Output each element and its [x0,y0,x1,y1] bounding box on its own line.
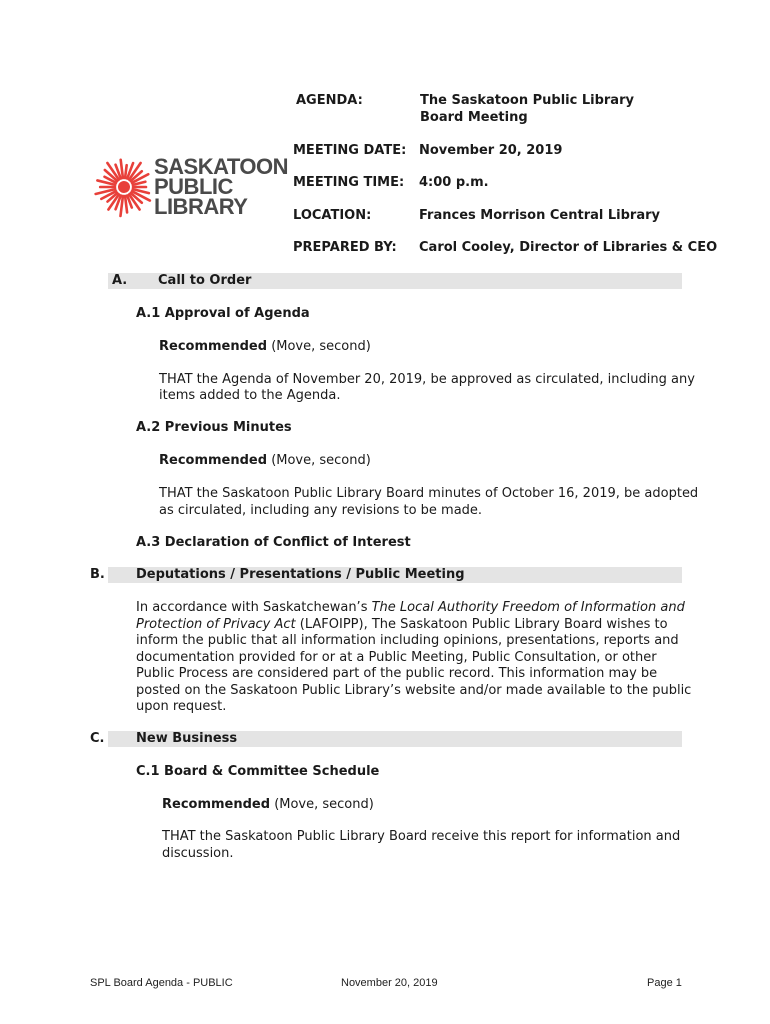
a2-recommended [159,453,371,470]
a2-recommended-note: (Move, second) [267,453,371,468]
b-para-line-2-text: (LAFOIPP), The Saskatoon Public Library Board wishes to [295,617,668,632]
c1-body-line-1: THAT the Saskatoon Public Library Board receive this report for information and [162,829,681,844]
meeting-time-label: MEETING TIME: [293,175,405,190]
b-para-line-1 [136,600,685,617]
location-label: LOCATION: [293,208,372,223]
footer-left: SPL Board Agenda - PUBLIC [90,977,233,989]
section-a-header [108,273,682,289]
footer-page-number: Page 1 [647,977,682,989]
section-b-title: Deputations / Presentations / Public Meeting [136,567,465,582]
a3-title: A.3 Declaration of Conflict of Interest [136,535,411,550]
starburst-ray [125,196,127,212]
a2-recommended-label: Recommended [159,453,268,468]
a1-body-line-1: THAT the Agenda of November 20, 2019, be approved as circulated, including any [159,372,695,387]
section-a-title: Call to Order [158,273,252,288]
starburst-ray [125,165,127,178]
meeting-date-value: November 20, 2019 [419,143,563,158]
b-act-title-part-2: Protection of Privacy Act [136,617,296,632]
starburst-logo-icon [94,155,158,219]
a2-title: A.2 Previous Minutes [136,420,292,435]
c1-recommended [162,797,374,814]
b-para-line-6: posted on the Saskatoon Public Library’s website and/or made available to the public [136,683,692,698]
section-c-letter: C. [90,731,105,746]
section-a-letter: A. [112,273,128,288]
footer-date: November 20, 2019 [341,977,438,989]
prepared-by-label: PREPARED BY: [293,240,397,255]
prepared-by-value: Carol Cooley, Director of Libraries & CEO [419,240,718,255]
starburst-center [118,181,130,193]
a1-title: A.1 Approval of Agenda [136,306,310,321]
a1-recommended [159,339,371,356]
b-para-line-3: inform the public that all information including opinions, presentations, reports and [136,633,679,648]
a1-body-line-2: items added to the Agenda. [159,388,341,403]
agenda-label: AGENDA: [296,93,363,108]
section-b-letter: B. [90,567,105,582]
logo-line-1: SASKATOON [154,154,289,179]
b-para-line-7: upon request. [136,699,227,714]
section-c-header [90,731,682,747]
agenda-value-line-1: The Saskatoon Public Library [420,93,634,108]
c1-recommended-label: Recommended [162,797,271,812]
c1-recommended-note: (Move, second) [270,797,374,812]
logo-line-2: PUBLIC [154,174,233,199]
b-act-title-part-1: The Local Authority Freedom of Information and [371,600,685,615]
starburst-ray [121,160,123,178]
meeting-time-value: 4:00 p.m. [419,175,489,190]
meeting-date-label: MEETING DATE: [293,143,407,158]
b-para-line-2 [136,617,668,634]
a1-recommended-label: Recommended [159,339,268,354]
a1-recommended-note: (Move, second) [267,339,371,354]
a2-body-line-1: THAT the Saskatoon Public Library Board minutes of October 16, 2019, be adopted [159,486,699,501]
logo-line-3: LIBRARY [154,194,248,219]
b-para-line-1-text: In accordance with Saskatchewan’s [136,600,372,615]
c1-title: C.1 Board & Committee Schedule [136,764,380,779]
agenda-value-line-2: Board Meeting [420,110,528,125]
section-c-title: New Business [136,731,238,746]
c1-body-line-2: discussion. [162,846,234,861]
b-para-line-4: documentation provided for or at a Public Meeting, Public Consultation, or other [136,650,657,665]
a2-body-line-2: as circulated, including any revisions to be made. [159,503,483,518]
location-value: Frances Morrison Central Library [419,208,660,223]
b-para-line-5: Public Process are considered part of the public record. This information may be [136,666,658,681]
section-b-header [90,567,682,583]
